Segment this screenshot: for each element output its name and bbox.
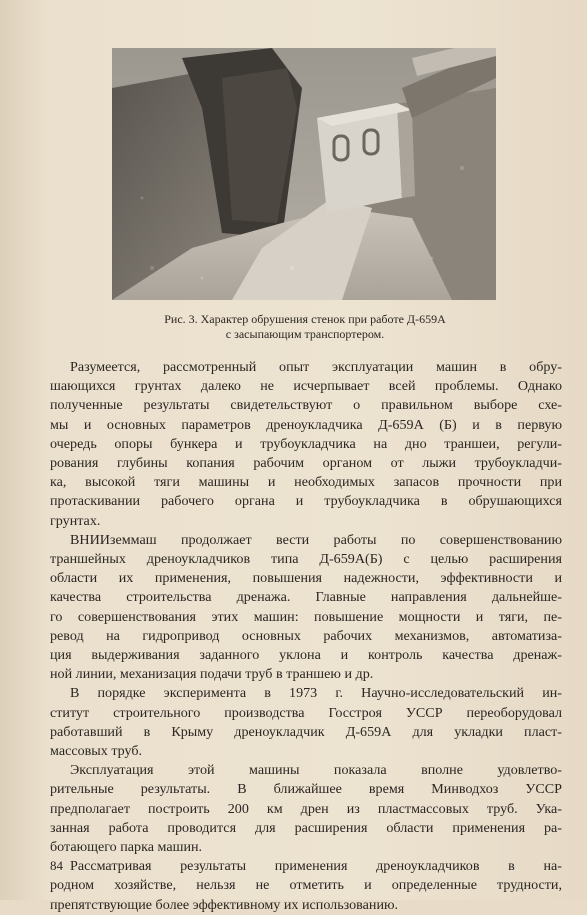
paragraph	[50, 761, 562, 857]
caption-line: с засыпающим транспортером.	[225, 327, 385, 341]
page-number: 84	[50, 858, 63, 873]
text-line: рительные результаты. В ближайшее время Минводхоз УССР	[50, 781, 562, 798]
text-line: препятствующие более эффективному их использованию.	[50, 896, 399, 913]
text-line: ститут строительного производства Госстроя УССР переоборудовал	[50, 704, 562, 721]
paragraph	[50, 358, 562, 531]
text-line: Эксплуатация этой машины показала вполне удовлетво-	[70, 762, 562, 779]
text-line: полученные результаты свидетельствуют о правильном выборе схе-	[50, 397, 562, 414]
text-line: ция выдерживания заданного уклона и контроль качества дренаж-	[50, 647, 562, 664]
text-line: ка, высокой тяги машины и необходимых запасов прочности при	[50, 474, 562, 491]
text-line: траншейных дреноукладчиков типа Д-659А(Б) с целью расширения	[50, 551, 562, 568]
text-line: ВНИИземмаш продолжает вести работы по совершенствованию	[70, 531, 562, 548]
text-line: протаскивании рабочего органа и трубоукладчика в обрушающихся	[50, 493, 562, 510]
text-line: качества строительства дренажа. Главные направления дальнейше-	[50, 589, 562, 606]
text-line: Разумеется, рассмотренный опыт эксплуатации машин в обру-	[70, 359, 562, 375]
text-line: рования глубины копания рабочим органом от лыжи трубоукладчи-	[50, 455, 562, 472]
text-line: го совершенствования этих машин: повышение мощности и тяги, пе-	[50, 608, 562, 625]
text-line: В порядке эксперимента в 1973 г. Научно-исследовательский ин-	[70, 685, 562, 702]
paragraph	[50, 857, 562, 915]
trench-machine-photo	[112, 48, 496, 300]
text-line: мы и основных параметров дреноукладчика Д-659А (Б) и в первую	[50, 416, 562, 433]
text-line: предполагает построить 200 км дрен из пластмассовых труб. Ука-	[50, 800, 562, 817]
text-line: ботающего парка машин.	[50, 839, 203, 856]
paragraph	[50, 684, 562, 761]
text-line: шающихся грунтах далеко не исчерпывает всей проблемы. Однако	[50, 378, 562, 395]
text-line: грунтах.	[50, 512, 101, 529]
text-line: очередь опоры бункера и трубоукладчика на дно траншеи, регули-	[50, 435, 562, 452]
figure-caption	[70, 312, 540, 342]
body-text	[50, 358, 562, 915]
paragraph	[50, 531, 562, 685]
caption-line: Рис. 3. Характер обрушения стенок при работе Д-659А	[164, 312, 446, 326]
text-line: ревод на гидропривод основных рабочих механизмов, автоматиза-	[50, 627, 562, 644]
text-line: области их применения, повышения надежности, эффективности и	[50, 570, 562, 587]
text-line: Рассматривая результаты применения дреноукладчиков в на-	[70, 858, 562, 875]
text-line: родном хозяйстве, нельзя не отметить и определенные трудности,	[50, 877, 562, 894]
text-line: занная работа проводится для расширения области применения ра-	[50, 819, 562, 836]
text-line: ной линии, механизация подачи труб в траншею и др.	[50, 666, 374, 683]
text-line: работавший в Крыму дреноукладчик Д-659А для укладки пласт-	[50, 723, 562, 740]
text-line: массовых труб.	[50, 743, 143, 760]
figure-photo	[112, 48, 496, 300]
